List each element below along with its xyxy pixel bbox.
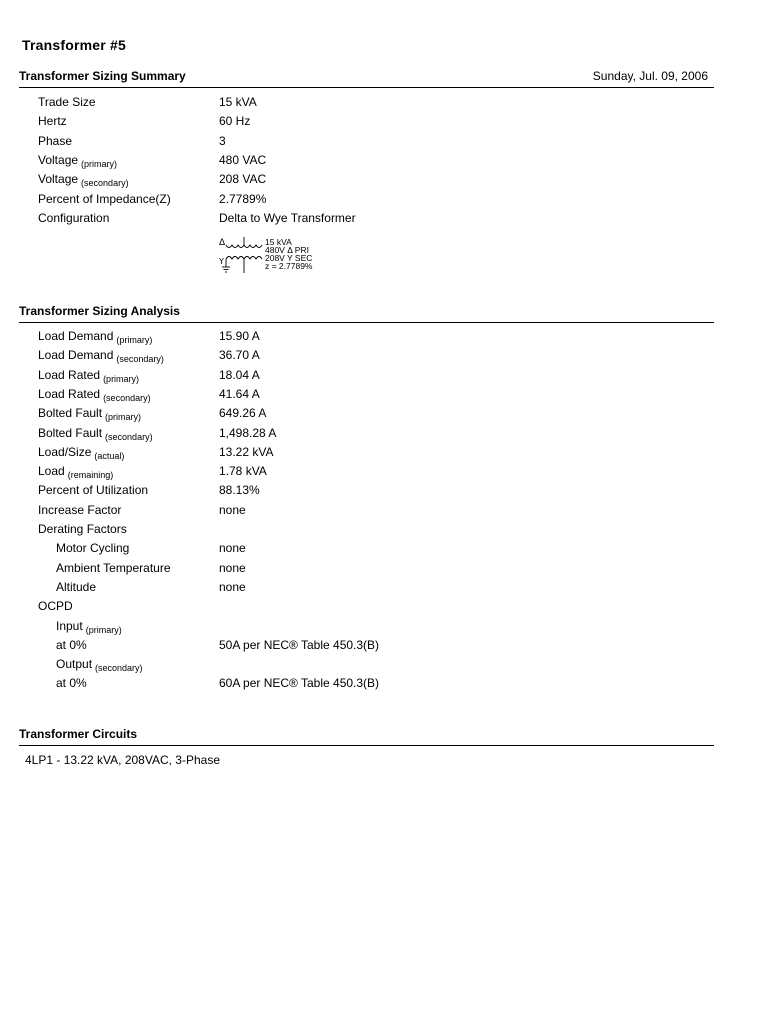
diagram-line-2: 480V Δ PRI (265, 245, 309, 255)
delta-symbol: Δ (219, 238, 226, 248)
analysis-label-qualifier: (secondary) (103, 392, 151, 403)
analysis-row (19, 445, 714, 463)
circuits-title: Transformer Circuits (19, 727, 138, 741)
document-title: Transformer #5 (22, 37, 126, 53)
analysis-label-qualifier: (actual) (94, 450, 125, 461)
report-date: Sunday, Jul. 09, 2006 (592, 69, 708, 83)
summary-value: 15 kVA (219, 95, 257, 109)
analysis-value: 36.70 A (219, 348, 260, 363)
analysis-value: 1,498.28 A (219, 425, 277, 440)
analysis-label-qualifier: (secondary) (105, 431, 153, 442)
analysis-label-qualifier: (secondary) (95, 663, 143, 674)
analysis-section (19, 303, 714, 691)
transformer-diagram (219, 237, 349, 279)
analysis-row (19, 580, 714, 598)
analysis-label: OCPD (38, 599, 73, 614)
summary-value: 60 Hz (219, 114, 251, 129)
analysis-label: Increase Factor (38, 502, 122, 517)
analysis-label: Load Demand $_{(primary)}$ (38, 329, 153, 345)
analysis-label: Ambient Temperature (56, 560, 171, 575)
analysis-label-qualifier: (primary) (85, 624, 122, 635)
analysis-row (19, 464, 714, 482)
delta-wye-symbol-icon (219, 237, 349, 279)
analysis-label: Bolted Fault $_{(primary)}$ (38, 406, 142, 423)
analysis-title: Transformer Sizing Analysis (19, 304, 180, 318)
summary-label: Trade Size (38, 95, 96, 109)
analysis-label: Percent of Utilization (38, 483, 149, 498)
analysis-value: 649.26 A (219, 406, 267, 421)
analysis-value: 1.78 kVA (219, 464, 267, 479)
analysis-label: Altitude (56, 579, 97, 594)
summary-value: 480 VAC (219, 152, 267, 167)
analysis-label: Output $_{(secondary)}$ (56, 657, 143, 674)
analysis-row (19, 387, 714, 405)
analysis-row (19, 657, 714, 675)
summary-row (19, 153, 714, 171)
analysis-label-qualifier: (secondary) (116, 354, 164, 365)
summary-label-qualifier: (primary) (81, 158, 118, 169)
analysis-value: none (219, 541, 246, 556)
analysis-value: 88.13% (219, 483, 260, 498)
circuits-section (19, 726, 714, 767)
summary-label: Percent of Impedance(Z) (38, 191, 171, 206)
analysis-header (19, 303, 714, 323)
circuit-item: 4LP1 - 13.22 kVA, 208VAC, 3-Phase (25, 753, 221, 767)
summary-label: Configuration (38, 210, 110, 225)
summary-row (19, 134, 714, 152)
summary-label: Hertz (38, 114, 67, 129)
analysis-row (19, 638, 714, 656)
analysis-row (19, 483, 714, 501)
analysis-row (19, 503, 714, 521)
summary-row (19, 211, 714, 229)
analysis-row (19, 522, 714, 540)
analysis-label: Load $_{(remaining)}$ (38, 464, 114, 481)
summary-title: Transformer Sizing Summary (19, 69, 186, 83)
analysis-value: none (219, 560, 246, 575)
analysis-value: 50A per NEC® Table 450.3(B) (219, 637, 380, 652)
primary-winding (226, 245, 262, 248)
summary-row (19, 172, 714, 190)
analysis-row (19, 599, 714, 617)
analysis-label-qualifier: (primary) (105, 412, 142, 423)
diagram-line-3: 208V Y SEC (265, 253, 313, 263)
wye-symbol: Y (219, 257, 224, 266)
diagram-line-4: z = 2.7789% (265, 261, 313, 271)
analysis-label: Load Rated $_{(secondary)}$ (38, 386, 151, 403)
analysis-label-qualifier: (primary) (103, 373, 140, 384)
summary-section (19, 68, 714, 271)
analysis-row (19, 348, 714, 366)
analysis-row (19, 619, 714, 637)
analysis-value: 41.64 A (219, 386, 260, 401)
analysis-value: 13.22 kVA (219, 444, 274, 459)
analysis-row (19, 406, 714, 424)
analysis-row (19, 676, 714, 694)
analysis-row (19, 541, 714, 559)
analysis-label: at 0% (56, 637, 87, 652)
summary-row (19, 114, 714, 132)
analysis-row (19, 329, 714, 347)
summary-value: Delta to Wye Transformer (219, 210, 356, 225)
summary-label-qualifier: (secondary) (81, 178, 129, 189)
analysis-label: Motor Cycling (56, 541, 130, 556)
summary-label: Phase (38, 133, 73, 148)
circuits-header (19, 726, 714, 746)
diagram-line-1: 15 kVA (265, 237, 292, 247)
summary-label: Voltage $_{(primary)}$ (38, 152, 118, 169)
summary-row (19, 192, 714, 210)
summary-value: 208 VAC (219, 172, 267, 187)
analysis-label: Load Rated $_{(primary)}$ (38, 367, 140, 384)
analysis-value: 18.04 A (219, 367, 260, 382)
analysis-row (19, 426, 714, 444)
analysis-row (19, 561, 714, 579)
analysis-value: none (219, 579, 246, 594)
analysis-value: none (219, 502, 246, 517)
analysis-label: Derating Factors (38, 522, 127, 536)
analysis-label-qualifier: (primary) (116, 335, 153, 345)
summary-row (19, 95, 714, 113)
analysis-label: Load/Size $_{(actual)}$ (38, 444, 125, 461)
analysis-label: at 0% (56, 676, 87, 691)
summary-value: 2.7789% (219, 191, 267, 206)
summary-label: Voltage $_{(secondary)}$ (38, 172, 129, 189)
secondary-winding (226, 257, 262, 260)
analysis-label-qualifier: (remaining) (67, 470, 114, 481)
analysis-label: Load Demand $_{(secondary)}$ (38, 348, 164, 365)
analysis-row (19, 368, 714, 386)
analysis-label: Input $_{(primary)}$ (56, 618, 122, 635)
summary-value: 3 (219, 133, 226, 148)
analysis-value: 15.90 A (219, 329, 260, 343)
analysis-value: 60A per NEC® Table 450.3(B) (219, 676, 380, 691)
analysis-label: Bolted Fault $_{(secondary)}$ (38, 425, 153, 442)
summary-header (19, 68, 714, 88)
